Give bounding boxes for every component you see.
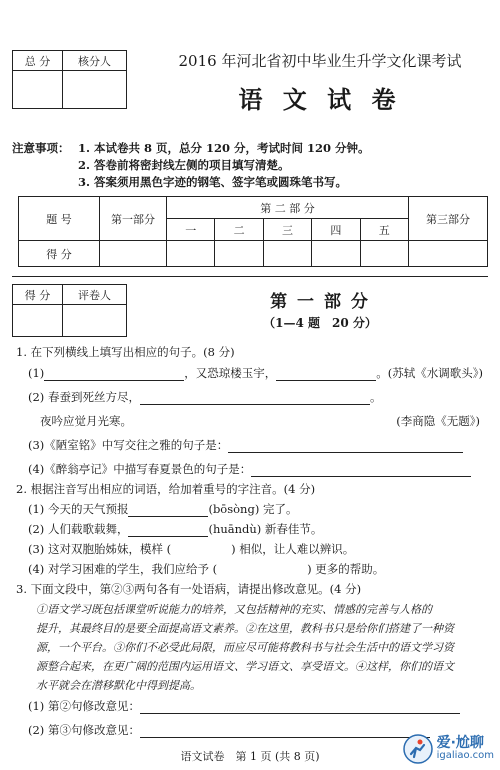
total-score-box (12, 50, 127, 109)
defen-label: 得 分 (19, 241, 100, 267)
tihao-header: 题 号 (19, 197, 100, 241)
q3-para-2: 提升，其最终目的是要全面提高语文素养。②在这里，教科书只是给你们搭建了一种资 (36, 622, 454, 635)
q3-answer-2 (28, 722, 430, 738)
q2-2-text: (2) 人们载歌载舞， (28, 522, 129, 536)
q3-answer-1 (28, 698, 460, 714)
q1-line-1 (28, 365, 483, 381)
q3-a1-blank[interactable] (140, 713, 460, 714)
q3-a1-label: (1) 第②句修改意见： (28, 699, 140, 713)
q1-1-blank-a[interactable] (44, 380, 184, 381)
q1-line-2 (28, 389, 381, 405)
q3-a2-blank[interactable] (140, 737, 430, 738)
q1-3-src: (李商隐《无题》) (396, 414, 480, 428)
part3-header: 第三部分 (409, 197, 488, 241)
q2-stem: 2. 根据注音写出相应的词语，给加着重号的字注音。(4 分) (16, 482, 316, 496)
note-1: 1. 本试卷共 8 页，总分 120 分，考试时间 120 分钟。 (78, 141, 370, 155)
q1-1-mid: ，又恐琼楼玉宇， (184, 366, 277, 380)
q1-2-text: (2) 春蚕到死丝方尽， (28, 390, 140, 404)
q1-line-5 (28, 461, 471, 477)
q2-4-text: (4) 对学习困难的学生，我们应给予 ( (28, 562, 218, 576)
q1-3-text: 夜吟应觉月光寒。 (40, 414, 132, 428)
q2-2-end: (huāndù) 新春佳节。 (208, 522, 323, 536)
sub-header-4: 四 (312, 219, 360, 241)
q1-1-src: 。(苏轼《水调歌头》) (376, 366, 484, 380)
score-cell-5[interactable] (360, 241, 408, 267)
q2-1-blank[interactable] (128, 516, 208, 517)
q2-4-end: ) 更多的帮助。 (307, 562, 385, 576)
q2-line-2 (28, 521, 322, 537)
q1-4-blank[interactable] (228, 452, 463, 453)
q3-para-5: 水平就会在潜移默化中得到提高。 (36, 679, 201, 692)
q2-line-4 (28, 561, 384, 577)
paper-title: 语 文 试 卷 (238, 85, 402, 114)
score-cell-1[interactable] (167, 241, 215, 267)
exam-title: 2016 年河北省初中毕业生升学文化课考试 (178, 52, 462, 70)
sub-header-3: 三 (263, 219, 311, 241)
watermark-brand: 爱·尬聊 (436, 735, 484, 752)
note-2: 2. 答卷前将密封线左侧的项目填写清楚。 (78, 158, 290, 172)
q3-stem: 3. 下面文段中，第②③两句各有一处语病，请提出修改意见。(4 分) (16, 582, 362, 596)
q2-2-blank[interactable] (128, 536, 208, 537)
note-3: 3. 答案须用黑色字迹的钢笔、签字笔或圆珠笔书写。 (78, 175, 348, 189)
grader-name-header: 评卷人 (62, 285, 126, 305)
q2-1-end: (bōsòng) 完了。 (208, 502, 298, 516)
q2-3-end: ) 相似，让人难以辨识。 (231, 542, 355, 556)
part2-header: 第 二 部 分 (167, 197, 409, 219)
q1-4-text: (3)《陋室铭》中写交往之雅的句子是： (28, 438, 229, 452)
q1-line-3 (40, 413, 480, 429)
score-cell-part3[interactable] (409, 241, 488, 267)
q1-line-4 (28, 437, 463, 453)
q1-5-blank[interactable] (251, 476, 471, 477)
score-cell-3[interactable] (263, 241, 311, 267)
q1-1-blank-b[interactable] (276, 380, 376, 381)
grader-box (12, 284, 127, 337)
notes-label: 注意事项： (12, 141, 70, 155)
q3-para-4: 源整合起来，在更广阔的范围内运用语文、学习语文、享受语文。④这样，你们的语文 (36, 660, 454, 673)
score-cell-2[interactable] (215, 241, 263, 267)
watermark (403, 734, 494, 764)
grader-score-header: 得 分 (13, 285, 63, 305)
score-cell-4[interactable] (312, 241, 360, 267)
score-cell-part1[interactable] (100, 241, 167, 267)
q1-2-blank[interactable] (140, 404, 370, 405)
q1-2-end: 。 (369, 390, 382, 404)
q1-1-num: (1) (28, 366, 45, 380)
sub-header-1: 一 (167, 219, 215, 241)
checker-header: 核分人 (62, 51, 126, 71)
part1-header: 第一部分 (100, 197, 167, 241)
q2-line-3 (28, 541, 354, 557)
q1-stem: 1. 在下列横线上填写出相应的句子。(8 分) (16, 345, 235, 359)
q2-line-1 (28, 501, 297, 517)
grader-score-cell[interactable] (13, 305, 63, 337)
section-title: 第 一 部 分 (270, 292, 370, 312)
q3-a2-label: (2) 第③句修改意见： (28, 723, 140, 737)
sub-header-5: 五 (360, 219, 408, 241)
q2-3-text: (3) 这对双胞胎姊妹，模样 ( (28, 542, 172, 556)
section-subtitle: （1—4 题 20 分） (263, 316, 377, 330)
total-score-cell[interactable] (13, 71, 63, 109)
q1-5-text: (4)《醉翁亭记》中描写春夏景色的句子是： (28, 462, 252, 476)
q2-1-text: (1) 今天的天气预报 (28, 502, 129, 516)
divider (12, 276, 488, 277)
grader-name-cell[interactable] (62, 305, 126, 337)
runner-logo-icon (403, 734, 433, 764)
watermark-url: igaliao.com (436, 750, 494, 762)
q3-para-1: ①语文学习既包括课堂听说能力的培养，又包括精神的充实、情感的完善与人格的 (36, 603, 432, 616)
checker-cell[interactable] (62, 71, 126, 109)
total-score-header: 总 分 (13, 51, 63, 71)
sub-header-2: 二 (215, 219, 263, 241)
score-table (18, 196, 488, 267)
q3-para-3: 源，一个平台。③你们不必受此局限，而应尽可能将教科书与社会生活中的语文学习资 (36, 641, 454, 654)
page-footer: 语文试卷 第 1 页 (共 8 页) (180, 750, 320, 763)
